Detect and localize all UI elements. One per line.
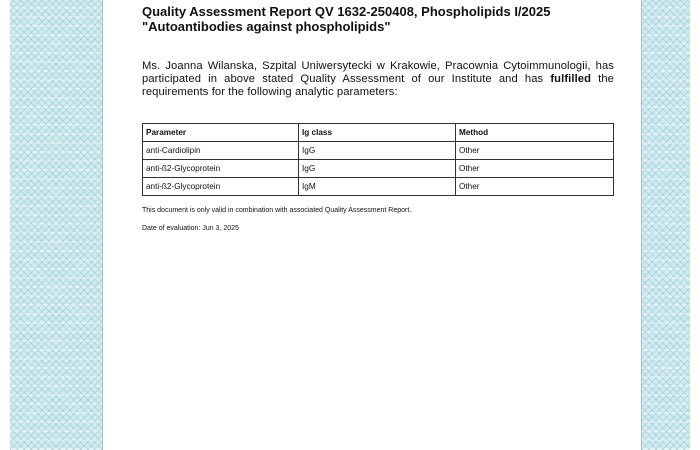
parameters-table — [142, 123, 614, 196]
table-row — [143, 160, 614, 178]
statement-emphasis: fulfilled — [550, 73, 592, 85]
cell-ig-class: IgG — [299, 142, 456, 160]
header-ig-class: Ig class — [299, 124, 456, 142]
report-title — [142, 4, 614, 34]
cell-parameter: anti-ß2-Glycoprotein — [143, 160, 299, 178]
certificate-content — [142, 4, 614, 233]
validity-note: This document is only valid in combination with associated Quality Assessment Report. — [142, 207, 412, 214]
statement-part2: the requirements for the following analytic parameters: — [142, 73, 615, 98]
guilloche-border-left — [10, 0, 103, 450]
evaluation-date: Date of evaluation: Jun 3, 2025 — [142, 225, 239, 232]
cell-ig-class: IgG — [299, 160, 456, 178]
report-title-line2: "Autoantibodies against phospholipids" — [142, 19, 391, 34]
guilloche-border-right — [641, 0, 691, 450]
header-method: Method — [456, 124, 614, 142]
cell-parameter: anti-ß2-Glycoprotein — [143, 178, 299, 196]
table-header-row — [143, 124, 614, 142]
cell-parameter: anti-Cardiolipin — [143, 142, 299, 160]
cell-method: Other — [456, 142, 614, 160]
participation-statement — [142, 60, 614, 99]
statement-part1: Ms. Joanna Wilanska, Szpital Uniwersytecki w Krakowie, Pracownia Cytoimmunologii, has participated in above stated Quality Assessment of our Institute and has — [142, 60, 614, 85]
cell-method: Other — [456, 160, 614, 178]
page-margin-left — [0, 0, 10, 450]
header-parameter: Parameter — [143, 124, 299, 142]
cell-method: Other — [456, 178, 614, 196]
report-title-line1: Quality Assessment Report QV 1632-250408, Phospholipids I/2025 — [142, 4, 551, 19]
cell-ig-class: IgM — [299, 178, 456, 196]
page-margin-right — [690, 0, 700, 450]
table-row — [143, 142, 614, 160]
table-row — [143, 178, 614, 196]
